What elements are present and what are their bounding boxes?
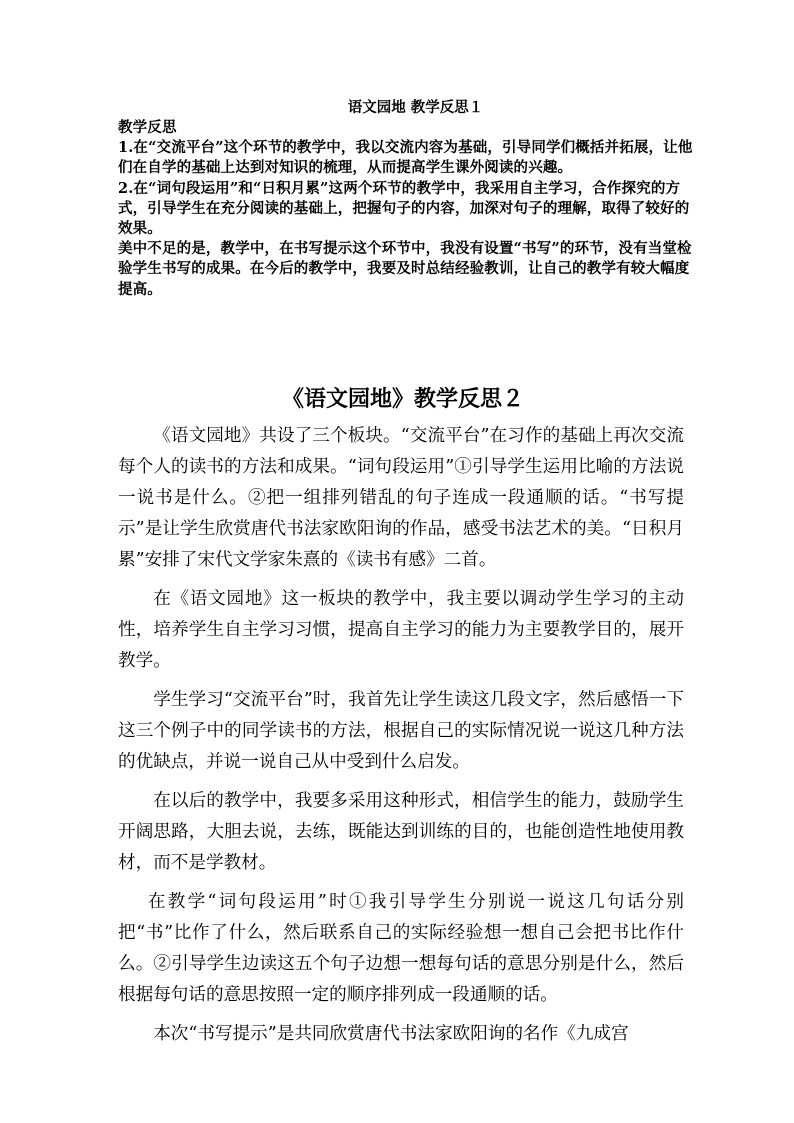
reflection-section-1 <box>118 98 693 300</box>
section-1-paragraph: 美中不足的是，教学中，在书写提示这个环节中，我没有设置“书写”的环节，没有当堂检验学生书写的成果。在今后的教学中，我要及时总结经验教训，让自己的教学有较大幅度提高。 <box>118 240 692 298</box>
section-2-paragraph: 本次“书写提示”是共同欣赏唐代书法家欧阳询的名作《九成宫 <box>153 1024 629 1044</box>
section-2-title: 《语文园地》教学反思２ <box>281 387 524 412</box>
section-2-paragraph: 在《语文园地》这一板块的教学中，我主要以调动学生学习的主动性，培养学生自主学习习惯，提高自主学习的能力为主要教学目的，展开教学。 <box>118 589 684 671</box>
section-2-paragraph: 在以后的教学中，我要多采用这种形式，相信学生的能力，鼓励学生开阔思路，大胆去说，去练，既能达到训练的目的，也能创造性地使用教材，而不是学教材。 <box>118 791 684 873</box>
section-2-paragraph: 在教学“词句段运用”时①我引导学生分别说一说这几句话分别把“书”比作了什么，然后联系自己的实际经验想一想自己会把书比作什么。②引导学生边读这五个句子边想一想每句话的意思分别是什么，然后根据每句话的意思按照一定的顺序排列成一段通顺的话。 <box>118 892 684 1005</box>
reflection-section-2 <box>118 421 684 1058</box>
section-2-paragraph: 学生学习“交流平台”时，我首先让学生读这几段文字，然后感悟一下这三个例子中的同学读书的方法，根据自己的实际情况说一说这几种方法的优缺点，并说一说自己从中受到什么启发。 <box>118 690 684 772</box>
section-2-paragraph: 《语文园地》共设了三个板块。“交流平台”在习作的基础上再次交流每个人的读书的方法和成果。“词句段运用”①引导学生运用比喻的方法说一说书是什么。②把一组排列错乱的句子连成一段通顺的话。“书写提示”是让学生欣赏唐代书法家欧阳询的作品，感受书法艺术的美。“日积月累”安排了宋代文学家朱熹的《读书有感》二首。 <box>118 426 684 570</box>
section-1-title: 语文园地 教学反思１ <box>347 99 484 116</box>
section-1-paragraph: 2.在“词句段运用”和“日积月累”这两个环节的教学中，我采用自主学习，合作探究的方式，引导学生在充分阅读的基础上，把握句子的内容，加深对句子的理解，取得了较好的效果。 <box>118 179 690 238</box>
section-1-heading: 教学反思 <box>118 119 177 136</box>
section-1-paragraph: 1.在“交流平台”这个环节的教学中，我以交流内容为基础，引导同学们概括并拓展，让他们在自学的基础上达到对知识的梳理，从而提高学生课外阅读的兴趣。 <box>118 139 693 177</box>
